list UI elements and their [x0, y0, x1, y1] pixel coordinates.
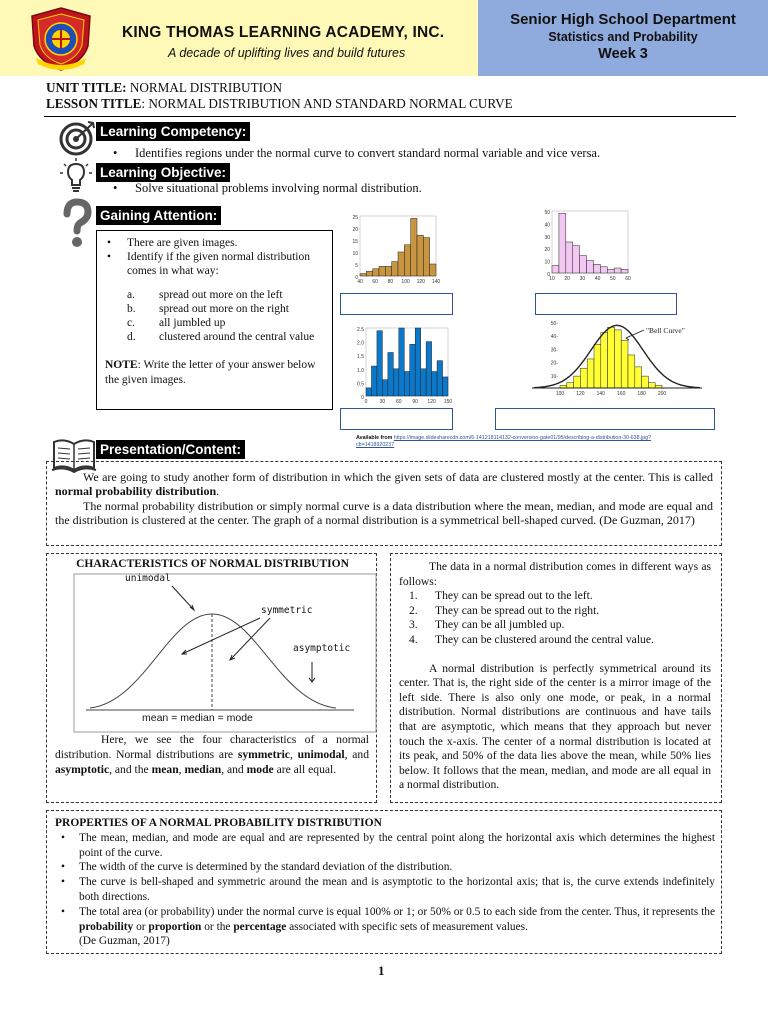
- histogram-bar: [628, 355, 635, 388]
- unit-title: [46, 80, 282, 96]
- histogram-bar: [635, 367, 642, 388]
- histogram-right-skewed: [530, 209, 630, 289]
- title-rule: [44, 116, 736, 117]
- subject-title: Statistics and Probability: [548, 30, 698, 44]
- target-icon: [56, 120, 96, 158]
- y-tick-label: 1.5: [357, 354, 364, 361]
- department-title: Senior High School Department: [510, 11, 736, 28]
- histogram-bar: [443, 377, 448, 396]
- learning-competency-heading: Learning Competency:: [96, 122, 250, 141]
- histogram-bar: [648, 383, 655, 388]
- y-tick-label: 0: [547, 272, 550, 278]
- y-tick-label: 20: [544, 247, 550, 254]
- ga-option: c. all jumbled up: [127, 317, 226, 330]
- histogram-bar: [404, 372, 409, 396]
- histogram-bar: [601, 333, 608, 388]
- x-tick-label: 160: [617, 391, 626, 397]
- histogram-bar: [426, 342, 431, 396]
- histogram-bar: [373, 269, 379, 276]
- x-tick-label: 100: [401, 279, 410, 285]
- histogram-bar: [642, 376, 649, 388]
- histogram-bar: [587, 359, 594, 388]
- histogram-bar: [371, 366, 376, 396]
- histogram-bar: [392, 262, 398, 276]
- learning-objective-heading: Learning Objective:: [96, 163, 230, 182]
- histogram-bar: [410, 344, 415, 396]
- source-credit: Available from https://image.slidesharecdn.com/6-141218114132-conversion-gate01/95/describing-a-distribution-30-638.jpg?cb=1418920237: [356, 435, 652, 448]
- ga-option: d. clustered around the central value: [127, 331, 315, 344]
- histogram-bar: [559, 213, 566, 273]
- histogram-bar: [574, 376, 581, 388]
- histogram-bar: [398, 252, 404, 276]
- y-tick-label: 2.5: [357, 327, 364, 333]
- histogram-bar: [388, 352, 393, 396]
- property-item: • The mean, median, and mode are equal and are represented by the central point along the horizontal axis which determines the highest point of the curve.: [55, 831, 715, 861]
- properties-heading: PROPERTIES OF A NORMAL PROBABILITY DISTRIBUTION: [55, 817, 382, 829]
- y-tick-label: 2.0: [357, 340, 364, 347]
- x-tick-label: 80: [387, 279, 394, 285]
- characteristics-heading: CHARACTERISTICS OF NORMAL DISTRIBUTION: [76, 558, 349, 570]
- y-tick-label: 20: [352, 227, 358, 233]
- y-tick-label: 50-: [550, 321, 558, 327]
- x-tick-label: 120: [427, 399, 436, 405]
- x-tick-label: 40: [594, 276, 601, 282]
- x-tick-label: 140: [596, 391, 605, 397]
- properties-citation: (De Guzman, 2017): [79, 935, 170, 948]
- list-item: 1. They can be spread out to the left.: [409, 589, 593, 603]
- ga-option: b. spread out more on the right: [127, 302, 289, 315]
- y-tick-label: 30-: [550, 347, 558, 354]
- y-tick-label: 30: [544, 234, 550, 241]
- histogram-bar: [607, 269, 614, 273]
- y-tick-label: 1.0: [357, 367, 364, 374]
- histogram-jumbled: [340, 324, 455, 412]
- data-ways-paragraph: A normal distribution is perfectly symmetrical around its center. That is, the right side of the center is a mirror image of the left side. There is also only one mode, or peak, in a normal distribution. Normal distributions are continuous and have tails that are asymptotic, which means that they approach but never touch the x-axis. The center of a normal distribution is located at its peak, and 50% of the data lies above the mean, while 50% lies below. It follows that the mean, median, and mode are all equal in a normal distribution.: [399, 661, 711, 792]
- histogram-left-skewed: [340, 212, 440, 292]
- week-label: Week 3: [598, 46, 648, 62]
- y-tick-label: 40: [544, 222, 550, 229]
- list-item: 3. They can be all jumbled up.: [409, 618, 565, 632]
- x-tick-label: 30: [579, 276, 586, 282]
- histogram-bar: [580, 256, 587, 273]
- school-name: KING THOMAS LEARNING ACADEMY, INC.: [122, 24, 445, 41]
- histogram-bar: [411, 218, 417, 276]
- histogram-bar: [437, 361, 442, 396]
- histogram-bar: [432, 372, 437, 396]
- histogram-bar: [415, 328, 420, 396]
- histogram-bar: [385, 266, 391, 276]
- histogram-bar: [593, 264, 600, 273]
- histogram-bell-curve: [530, 316, 710, 404]
- page-number: 1: [378, 963, 385, 978]
- y-tick-label: 0.5: [357, 381, 364, 388]
- y-tick-label: 0: [355, 275, 358, 281]
- presentation-heading: Presentation/Content:: [96, 440, 245, 459]
- x-tick-label: 10: [549, 276, 555, 282]
- y-tick-label: 25: [352, 215, 358, 221]
- x-tick-label: 140: [431, 279, 441, 285]
- characteristics-text: Here, we see the four characteristics of a normal distribution. Normal distributions are symmetric, unimodal, and asymptotic, and the mean, median, and mode are all equal.: [55, 733, 370, 776]
- school-logo: [28, 6, 94, 72]
- x-tick-label: 60: [372, 279, 378, 285]
- x-tick-label: 120: [576, 391, 585, 397]
- histogram-bar: [594, 344, 601, 388]
- lesson-title-label: LESSON TITLE: [46, 96, 142, 111]
- y-tick-label: 20-: [550, 360, 558, 367]
- histogram-bar: [393, 369, 398, 396]
- x-tick-label: 20: [564, 276, 570, 282]
- histogram-bar: [614, 268, 621, 273]
- label-unimodal: unimodal: [125, 573, 171, 584]
- gaining-attention-heading: Gaining Attention:: [96, 206, 221, 225]
- bell-curve-annotation: "Bell Curve": [646, 326, 685, 335]
- ga-option: a. spread out more on the left: [127, 288, 283, 301]
- histogram-bar: [423, 238, 429, 276]
- y-tick-label: 50: [544, 210, 550, 216]
- ga-bullet: • There are given images.: [105, 236, 324, 250]
- gaining-attention-box: [96, 230, 333, 410]
- histogram-bar: [587, 261, 594, 273]
- histogram-bar: [567, 383, 574, 388]
- list-item: 2. They can be spread out to the right.: [409, 603, 600, 617]
- characteristics-box: [46, 553, 377, 803]
- answer-box-4[interactable]: [495, 408, 715, 430]
- unit-title-value: NORMAL DISTRIBUTION: [126, 80, 283, 95]
- header-right-band: [478, 0, 768, 76]
- x-tick-label: 90: [412, 399, 418, 405]
- x-tick-label: 30: [379, 399, 386, 405]
- presentation-paragraph-1: We are going to study another form of distribution in which the given sets of data are clustered mostly at the center. This is called normal probability distribution.: [55, 470, 713, 499]
- presentation-box: [46, 461, 722, 546]
- x-tick-label: 60: [625, 276, 631, 282]
- histogram-bar: [621, 269, 628, 273]
- data-ways-list: [399, 589, 711, 647]
- y-tick-label: 5: [355, 263, 358, 269]
- question-mark-icon: [60, 200, 94, 250]
- unit-title-label: UNIT TITLE:: [46, 80, 127, 95]
- property-item: • The total area (or probability) under the normal curve is equal 100% or 1; or 50% or 0.5 to each side from the center. Thus, it represents the probability or proportion or the percentage associated with specific sets of measurement values.: [55, 905, 715, 935]
- label-asymptotic: asymptotic: [293, 643, 351, 654]
- property-item: • The curve is bell-shaped and symmetric around the mean and is asymptotic to the horizontal axis; that is, the curve extends indefinitely both directions.: [55, 875, 715, 905]
- histogram-bar: [600, 267, 607, 273]
- histogram-bar: [379, 266, 385, 276]
- y-tick-label: 10-: [550, 373, 558, 380]
- histogram-bar: [566, 242, 573, 273]
- y-tick-label: 40-: [550, 334, 558, 341]
- y-tick-label: 10: [544, 259, 550, 266]
- lesson-title-value: : NORMAL DISTRIBUTION AND STANDARD NORMAL CURVE: [141, 96, 513, 111]
- answer-box-1[interactable]: [340, 293, 453, 315]
- histogram-bar: [608, 327, 615, 388]
- competency-item: • Identifies regions under the normal curve to convert standard normal variable and vice versa.: [135, 146, 600, 161]
- histogram-bar: [382, 380, 387, 396]
- answer-box-3[interactable]: [340, 408, 453, 430]
- x-tick-label: 180: [637, 391, 646, 397]
- histogram-bar: [404, 245, 410, 276]
- x-tick-label: 50: [610, 276, 616, 282]
- histogram-bar: [614, 330, 621, 388]
- label-mean-median-mode: mean = median = mode: [142, 712, 253, 724]
- property-item: • The width of the curve is determined by the standard deviation of the distribution.: [55, 860, 715, 875]
- x-tick-label: 0: [364, 399, 368, 405]
- histogram-bar: [580, 368, 587, 388]
- histogram-bar: [399, 328, 404, 396]
- x-tick-label: 120: [416, 279, 425, 285]
- histogram-bar: [366, 388, 371, 396]
- x-tick-label: 200: [657, 391, 667, 397]
- objective-item: • Solve situational problems involving normal distribution.: [135, 181, 422, 196]
- y-tick-label: 10: [352, 251, 358, 257]
- histogram-bar: [552, 266, 559, 273]
- presentation-paragraph-2: The normal probability distribution or simply normal curve is a data distribution where the mean, median, and mode are equal and the distribution is clustered at the center. The graph of a normal distribution is a symmetrical bell-shaped curved. (De Guzman, 2017): [55, 498, 713, 528]
- histogram-bar: [366, 271, 372, 276]
- histogram-bar: [573, 246, 580, 273]
- x-tick-label: 150: [443, 399, 453, 405]
- answer-box-2[interactable]: [535, 293, 677, 315]
- label-symmetric: symmetric: [261, 605, 313, 616]
- histogram-bar: [621, 340, 628, 388]
- x-tick-label: 40: [357, 279, 363, 285]
- lightbulb-icon: [60, 158, 92, 194]
- ga-bullet: • Identify if the given normal distribution comes in what way:: [105, 250, 324, 278]
- y-tick-label: 0: [361, 395, 364, 401]
- x-tick-label: 100: [555, 391, 565, 397]
- histogram-bar: [417, 235, 423, 276]
- histogram-bar: [360, 274, 366, 276]
- school-tagline: A decade of uplifting lives and build futures: [168, 46, 406, 60]
- list-item: 4. They can be clustered around the central value.: [409, 632, 654, 646]
- y-tick-label: 15: [352, 239, 358, 245]
- source-link[interactable]: https://image.slidesharecdn.com/6-141218114132-conversion-gate01/95/describing-a-distribution-30-638.jpg?cb=1418920237: [356, 435, 652, 448]
- ga-note: NOTE: Write the letter of your answer below the given images.: [105, 359, 316, 386]
- histogram-bar: [421, 369, 426, 396]
- histogram-bar: [377, 331, 382, 396]
- data-ways-box: [390, 553, 722, 803]
- data-ways-intro: The data in a normal distribution comes in different ways as follows:: [399, 560, 711, 588]
- lesson-title: [46, 96, 513, 112]
- properties-box: [46, 810, 722, 954]
- x-tick-label: 60: [396, 399, 402, 405]
- histogram-bar: [430, 264, 436, 276]
